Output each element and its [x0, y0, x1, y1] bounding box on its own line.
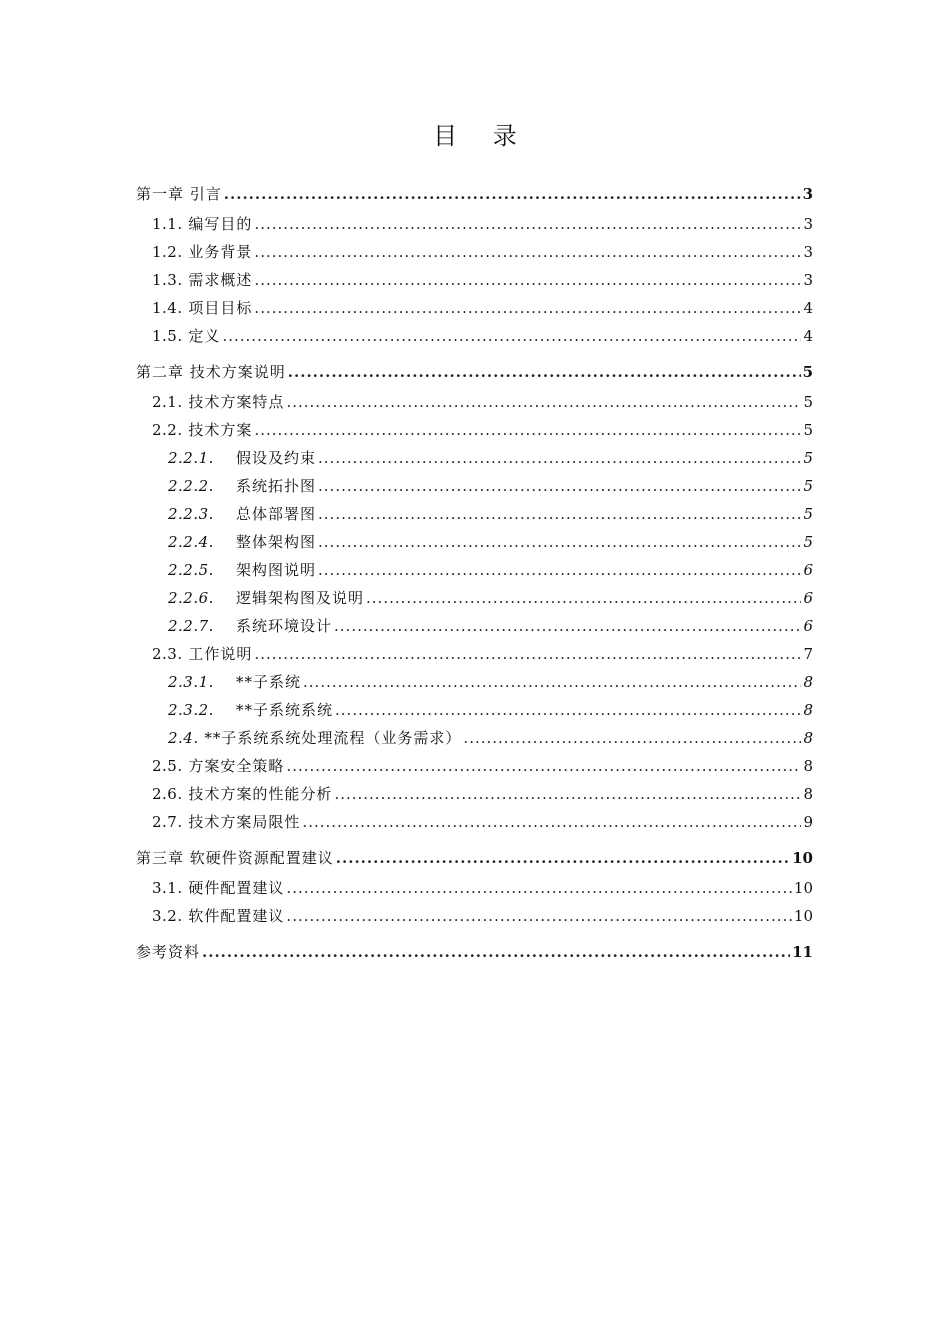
toc-entry-number: 1.5.: [152, 327, 183, 345]
toc-leader: [318, 556, 801, 584]
toc-page-number: 3: [803, 215, 813, 233]
toc-entry-number: 1.3.: [152, 271, 183, 289]
toc-entry-references[interactable]: [136, 936, 813, 968]
toc-entry-1-3[interactable]: [136, 266, 813, 294]
toc-entry-1-1[interactable]: [136, 210, 813, 238]
toc-entry-number: 3.1.: [152, 879, 183, 897]
toc-page-number: 6: [803, 617, 813, 635]
toc-leader: [222, 322, 801, 350]
toc-leader: [318, 444, 801, 472]
toc-entry-chapter-1[interactable]: [136, 178, 813, 210]
toc-entry-2-2-1[interactable]: [136, 444, 813, 472]
toc-entry-label: 第一章 引言: [136, 185, 222, 203]
toc-entry-2-5[interactable]: [136, 752, 813, 780]
toc-entry-3-1[interactable]: [136, 874, 813, 902]
toc-entry-number: 2.1.: [152, 393, 183, 411]
toc-page-number: 5: [803, 477, 813, 495]
toc-entry-number: 2.3.: [152, 645, 183, 663]
toc-leader: [303, 668, 801, 696]
toc-entry-2-2-3[interactable]: [136, 500, 813, 528]
toc-page-number: 5: [803, 421, 813, 439]
toc-entry-number: 3.2.: [152, 907, 183, 925]
toc-leader: [318, 500, 801, 528]
toc-entry-number: 2.5.: [152, 757, 183, 775]
toc-entry-label: 总体部署图: [236, 505, 317, 523]
toc-entry-label: 整体架构图: [236, 533, 317, 551]
toc-leader: [463, 724, 801, 752]
toc-leader: [254, 266, 801, 294]
toc-entry-number: 2.2.2.: [168, 477, 214, 495]
toc-entry-number: 2.2.3.: [168, 505, 214, 523]
toc-entry-label: 编写目的: [188, 215, 253, 233]
toc-entry-number: 2.2.5.: [168, 561, 214, 579]
toc-entry-2-4[interactable]: [136, 724, 813, 752]
toc-leader: [286, 902, 791, 930]
toc-entry-2-2[interactable]: [136, 416, 813, 444]
toc-entry-label: **子系统: [236, 673, 302, 691]
toc-entry-1-4[interactable]: [136, 294, 813, 322]
toc-page-number: 8: [803, 673, 813, 691]
toc-entry-2-3[interactable]: [136, 640, 813, 668]
toc-entry-label: 软件配置建议: [188, 907, 285, 925]
toc-entry-label: 定义: [188, 327, 221, 345]
toc-leader: [254, 416, 801, 444]
toc-title: 目 录: [433, 122, 531, 150]
toc-entry-number: 2.2.: [152, 421, 183, 439]
toc-entry-1-5[interactable]: [136, 322, 813, 350]
toc-entry-label: 技术方案的性能分析: [188, 785, 333, 803]
toc-page-number: 10: [793, 907, 813, 925]
toc-entry-number: 1.2.: [152, 243, 183, 261]
toc-entry-label: 逻辑架构图及说明: [236, 589, 365, 607]
toc-entry-label: 参考资料: [136, 943, 201, 961]
toc-leader: [286, 874, 791, 902]
toc-entry-number: 2.3.2.: [168, 701, 214, 719]
toc-page-number: 5: [802, 363, 813, 381]
toc-page-number: 11: [792, 943, 813, 961]
toc-entry-2-7[interactable]: [136, 808, 813, 836]
toc-entry-label: 技术方案局限性: [188, 813, 301, 831]
toc-entry-chapter-3[interactable]: [136, 842, 813, 874]
toc-entry-2-2-6[interactable]: [136, 584, 813, 612]
toc-leader: [254, 294, 801, 322]
toc-page-number: 3: [803, 243, 813, 261]
toc-page-number: 8: [803, 757, 813, 775]
toc-entry-2-2-7[interactable]: [136, 612, 813, 640]
toc-leader: [336, 842, 790, 874]
toc-page-number: 3: [802, 185, 813, 203]
toc-page-number: 8: [803, 785, 813, 803]
toc-entry-label: 业务背景: [188, 243, 253, 261]
toc-entry-number: 2.2.1.: [168, 449, 214, 467]
toc-entry-label: 架构图说明: [236, 561, 317, 579]
toc-leader: [288, 356, 801, 388]
toc-entry-number: 2.7.: [152, 813, 183, 831]
toc-entry-number: 1.1.: [152, 215, 183, 233]
toc-entry-label: 假设及约束: [236, 449, 317, 467]
toc-leader: [254, 210, 801, 238]
toc-entry-number: 2.4.: [168, 729, 199, 747]
toc-page-number: 10: [792, 849, 813, 867]
toc-entry-label: 第三章 软硬件资源配置建议: [136, 849, 334, 867]
toc-page-number: 5: [803, 393, 813, 411]
toc-leader: [202, 936, 790, 968]
toc-page-number: 4: [803, 299, 813, 317]
toc-leader: [334, 612, 801, 640]
toc-entry-label: **子系统系统: [236, 701, 334, 719]
toc-page-number: 5: [803, 505, 813, 523]
toc-page-number: 4: [803, 327, 813, 345]
toc-leader: [318, 472, 801, 500]
toc-entry-number: 2.3.1.: [168, 673, 214, 691]
toc-entry-label: 项目目标: [188, 299, 253, 317]
toc-entry-number: 2.6.: [152, 785, 183, 803]
toc-leader: [302, 808, 801, 836]
toc-entry-2-3-1[interactable]: [136, 668, 813, 696]
toc-entry-2-2-2[interactable]: [136, 472, 813, 500]
toc-leader: [224, 178, 801, 210]
toc-leader: [334, 780, 801, 808]
toc-leader: [366, 584, 801, 612]
toc-page-number: 7: [803, 645, 813, 663]
toc-entry-2-6[interactable]: [136, 780, 813, 808]
toc-entry-3-2[interactable]: [136, 902, 813, 930]
toc-entry-label: 硬件配置建议: [188, 879, 285, 897]
toc-entry-2-2-4[interactable]: [136, 528, 813, 556]
toc-leader: [286, 388, 801, 416]
toc-leader: [286, 752, 801, 780]
toc-entry-number: 1.4.: [152, 299, 183, 317]
toc-entry-label: 需求概述: [188, 271, 253, 289]
toc-entry-2-3-2[interactable]: [136, 696, 813, 724]
toc-entry-label: **子系统系统处理流程（业务需求）: [204, 729, 462, 747]
toc-entry-label: 系统拓扑图: [236, 477, 317, 495]
toc-page-number: 6: [803, 589, 813, 607]
toc-leader: [254, 640, 801, 668]
toc-entry-label: 技术方案: [188, 421, 253, 439]
toc-entry-number: 2.2.7.: [168, 617, 214, 635]
toc-page-number: 10: [793, 879, 813, 897]
toc-entry-number: 2.2.4.: [168, 533, 214, 551]
toc-page-number: 5: [803, 533, 813, 551]
toc-entry-number: 2.2.6.: [168, 589, 214, 607]
toc-entry-2-1[interactable]: [136, 388, 813, 416]
toc-entry-label: 方案安全策略: [188, 757, 285, 775]
toc-page-number: 3: [803, 271, 813, 289]
toc-page-number: 8: [803, 701, 813, 719]
toc-page-number: 6: [803, 561, 813, 579]
toc-entry-chapter-2[interactable]: [136, 356, 813, 388]
toc-entry-label: 工作说明: [188, 645, 253, 663]
toc-entry-label: 系统环境设计: [236, 617, 333, 635]
toc-page-number: 9: [803, 813, 813, 831]
toc-entry-label: 第二章 技术方案说明: [136, 363, 286, 381]
toc-leader: [254, 238, 801, 266]
toc-page-number: 8: [803, 729, 813, 747]
toc-leader: [318, 528, 801, 556]
toc-entry-label: 技术方案特点: [188, 393, 285, 411]
toc-page-number: 5: [803, 449, 813, 467]
table-of-contents: [136, 178, 813, 968]
toc-entry-1-2[interactable]: [136, 238, 813, 266]
toc-leader: [335, 696, 801, 724]
toc-entry-2-2-5[interactable]: [136, 556, 813, 584]
